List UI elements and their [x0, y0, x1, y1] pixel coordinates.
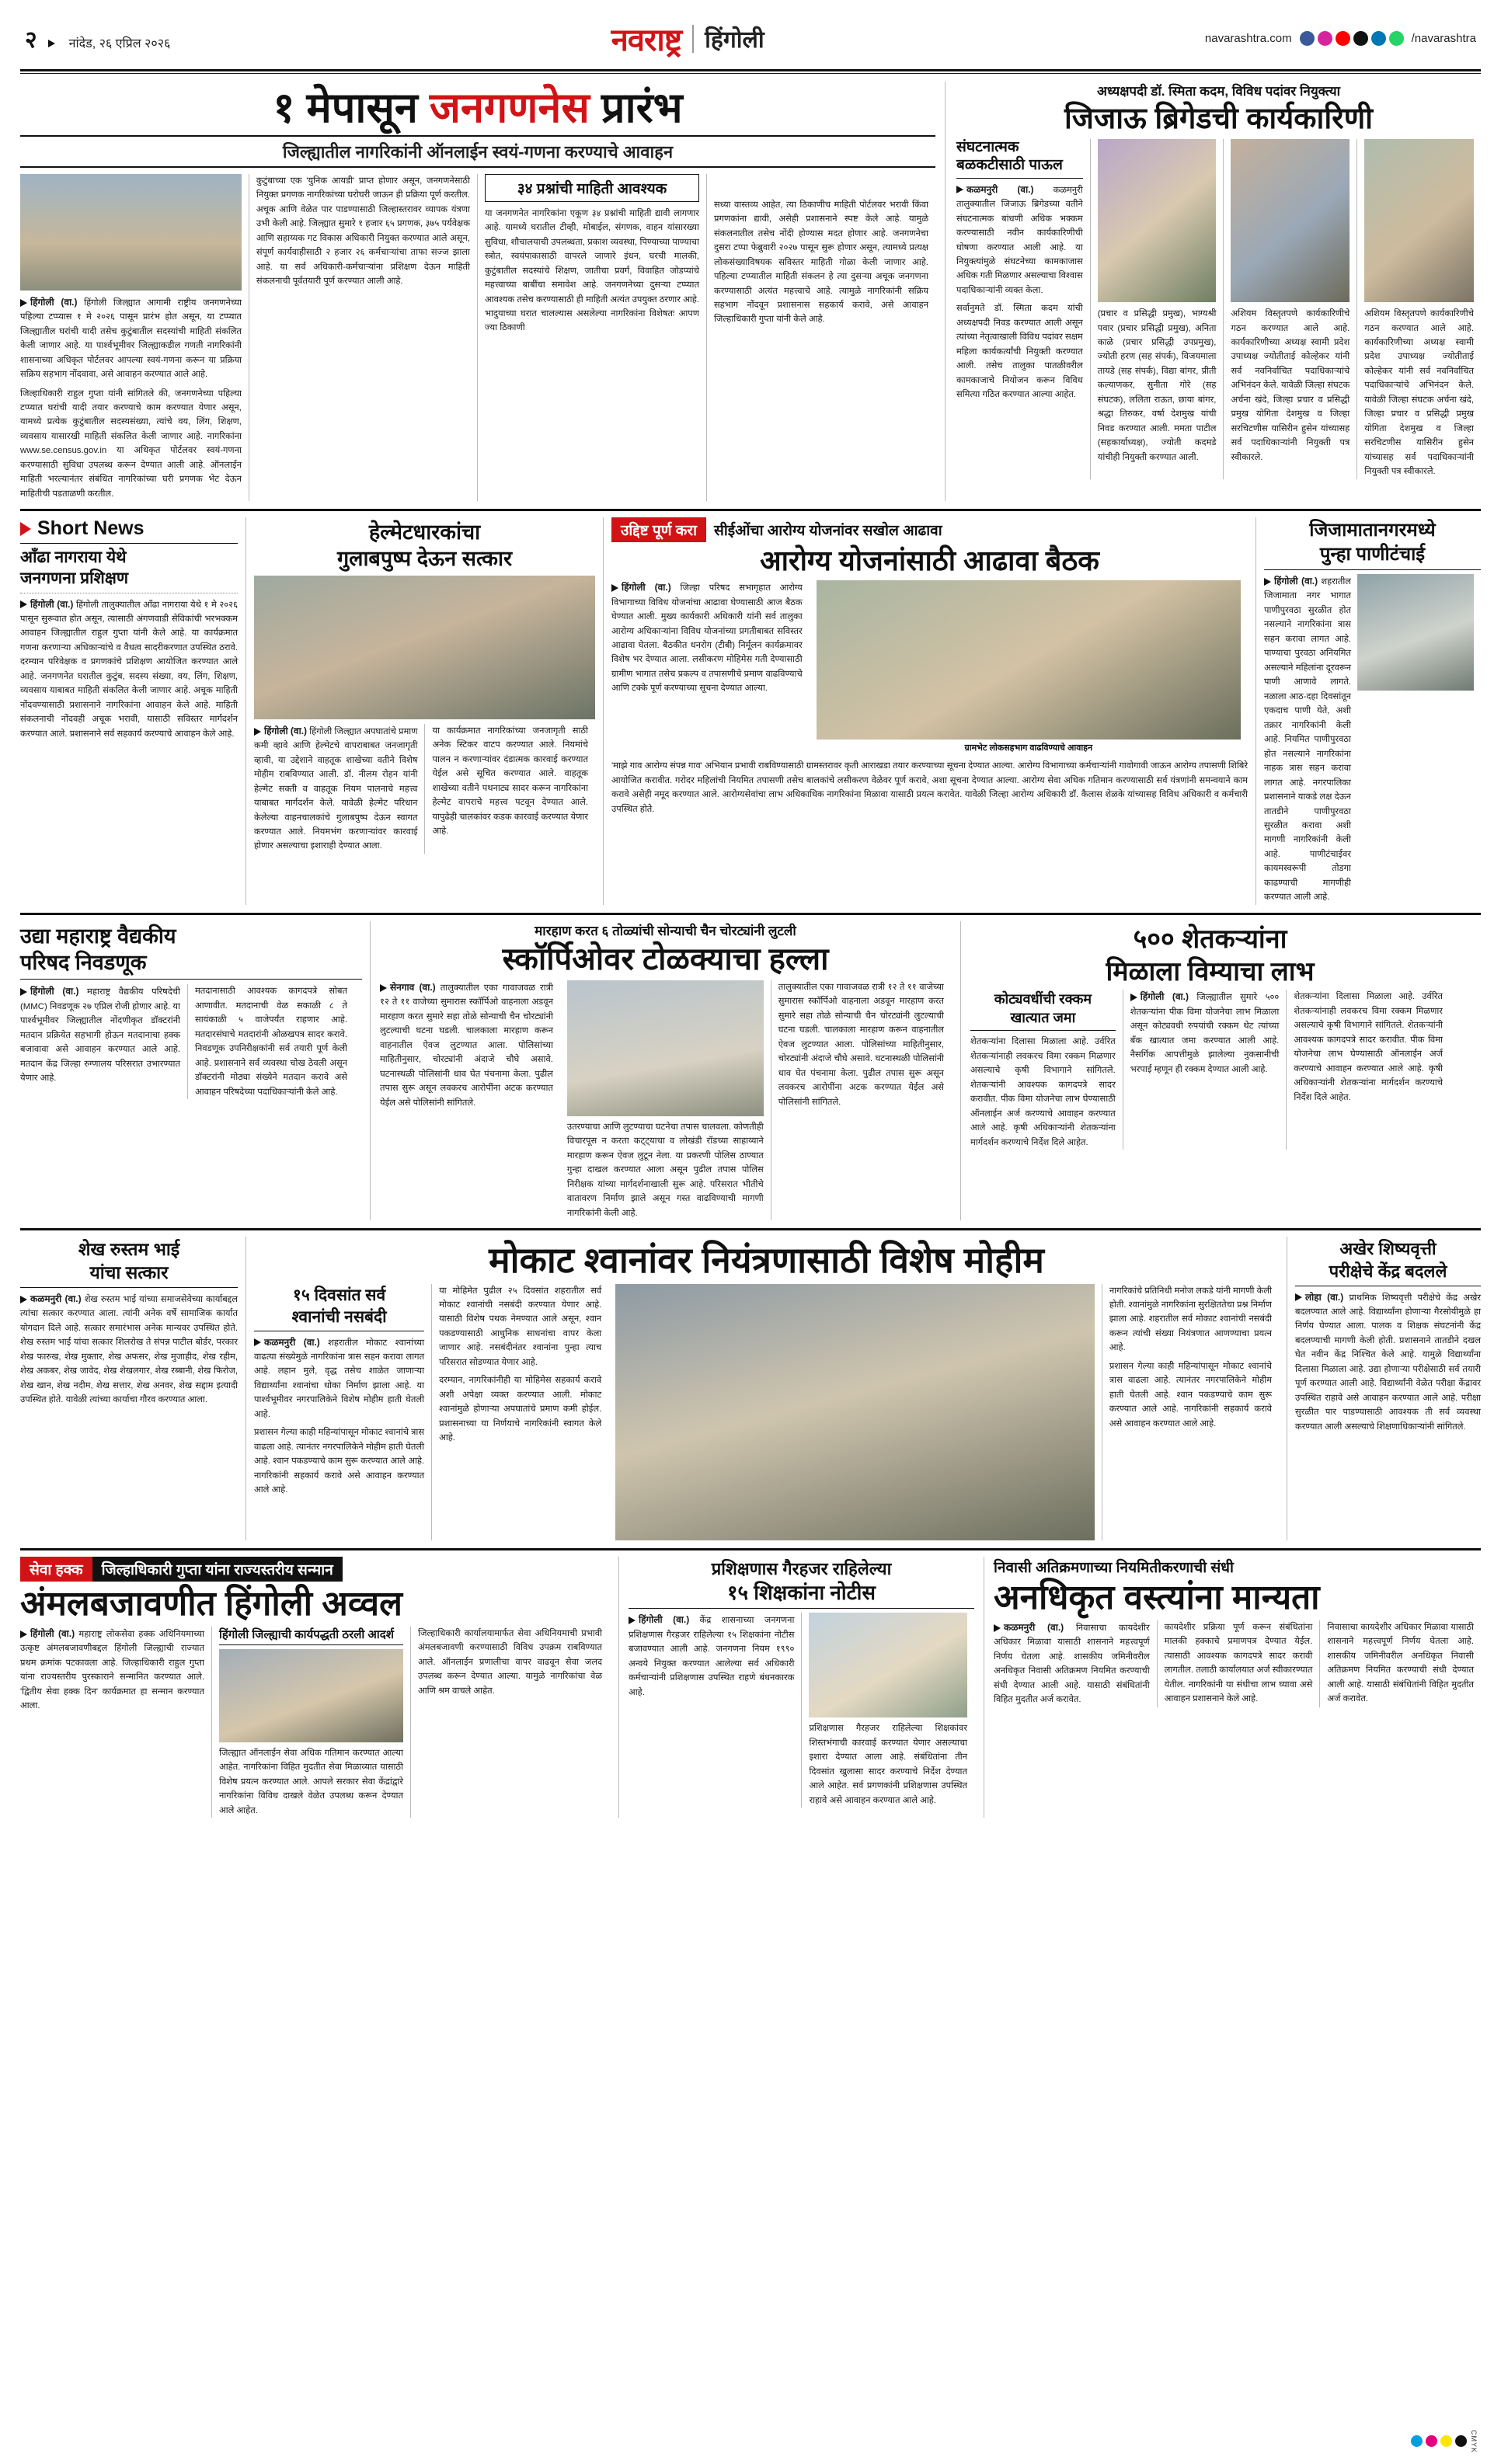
section-divider-1 — [20, 509, 1481, 511]
masthead-date: नांदेड, २६ एप्रिल २०२६ — [68, 37, 171, 50]
helmet-columns — [254, 724, 595, 854]
sheikh-text: शेख रुस्तम भाई यांच्या समाजसेवेच्या कार्याबद्दल त्यांचा सत्कार करण्यात आला. त्यांनी अनेक वर्षे सामाजिक कार्यात योगदान दिले आहे. सत्कार समारंभास अनेक मान्यवर उपस्थित होते. शेख रुस्तम भाई यांचा सत्कार शिलरोख ते संपन्न पाटील बोर्डर, परकार शेख फारुख, शेख मुक्तार, शेख अफसर, शेख मुजाहीद, शेख रहीम, शेख अकबर, शेख जावेद, शेख शेखलगार, शेख रब्बानी, शेख फिरोज, शेख खान, शेख नदीम, शेख सत्तार, शेख अनवर, शेख सद्दाम इत्यादी उपस्थित होते. यावेळी त्यांच्या कार्याचा गौरव करण्यात आला. — [20, 1294, 238, 1405]
dogs-col-4 — [1102, 1284, 1279, 1540]
health-story — [603, 517, 1255, 905]
health-bottom-text: 'माझे गाव आरोग्य संपन्न गाव' अभियान प्रभावी राबविण्यासाठी ग्रामस्तरावर कृती आराखडा तयार करण्याच्या सूचना देण्यात आल्या. आरोग्य विभागाच्या कर्मचाऱ्यांनी गावोगावी जाऊन आरोग्य तपासणी शिबिरे आयोजित करावीत. गरोदर महिलांची नियमित तपासणी तसेच बालकांचे लसीकरण वेळेवर पूर्ण करावे, अशा सूचना देण्यात आल्या. आरोग्य सेवा अधिक गतिमान करण्यासाठी सर्व यंत्रणांनी समन्वयाने काम करावे असेही नमूद करण्यात आले. आरोग्यसेवांचा लाभ अधिकाधिक नागरिकांना मिळावा यासाठी प्रयत्न करावेत. यावेळी जिल्हा आरोग्य अधिकारी डॉ. कैलास शेळके यांच्यासह विविध अधिकारी व कर्मचारी उपस्थित होते. — [611, 761, 1248, 814]
jijau-col1-para1 — [956, 183, 1083, 298]
brand-divider — [692, 25, 694, 53]
jijau-subhead1: संघटनात्मक — [956, 139, 1019, 156]
fourth-block — [20, 1237, 1481, 1540]
top-block — [20, 82, 1481, 501]
farmers-col-1 — [970, 990, 1123, 1150]
medical-headline-2: परिषद निवडणूक — [20, 951, 147, 975]
second-block — [20, 517, 1481, 905]
magenta-dot — [1426, 2435, 1437, 2447]
farmers-columns — [970, 990, 1450, 1150]
lead-story — [20, 82, 945, 501]
shortnews-headline-1: आँढा नागराया येथे — [20, 548, 127, 567]
yellow-dot — [1440, 2435, 1452, 2447]
water-col-1 — [1264, 574, 1357, 905]
jijau-photo — [1098, 139, 1217, 302]
byline-triangle-icon — [611, 584, 618, 592]
dogs-photo — [615, 1284, 1095, 1540]
dogs-photo-col — [608, 1284, 1102, 1540]
sheikh-byline: कळमनुरी (वा.) — [20, 1293, 82, 1304]
service-story — [20, 1557, 618, 1818]
medical-byline: हिंगोली (वा.) — [20, 986, 78, 997]
jijau-col2-text: (प्रचार व प्रसिद्धी प्रमुख), भाग्यश्री पवार (प्रचार प्रसिद्धी प्रमुख), अनिता काळे (प्रचार प्रसिद्धी उपप्रमुख), ज्योती हरण (सह संपर्क), विजयमाला तायडे (सह संपर्क), विद्या बांगर, प्रीती कल्याणकर, सुनीता गोरे (सह संघटक), ललिता राऊत, छाया बांगर, श्रद्धा तिरुकर, वर्षा देशमुख यांची निवड करण्यात आली. ममता पाटील (सहकार्याध्यक्ष), ज्योती कदमडे यांचीही नियुक्ती करण्यात आली. — [1097, 309, 1217, 462]
jijau-columns — [956, 139, 1481, 479]
website-url[interactable]: navarashtra.com — [1204, 32, 1292, 45]
teachers-story — [618, 1557, 984, 1818]
farmers-col1-filler: शेतकऱ्यांना दिलासा मिळाला आहे. उर्वरित शेतकऱ्यांनाही लवकरच विमा रक्कम मिळणार असल्याचे कृषी विभागाने सांगितले. शेतकऱ्यांनी आवश्यक कागदपत्रे सादर करावीत. पीक विमा योजनेचा लाभ घेण्यासाठी ऑनलाईन अर्ज करण्याचे आवाहन करण्यात आले आहे. कृषी अधिकाऱ्यांनी शेतकऱ्यांना मार्गदर्शन करण्याचे निर्देश दिले आहेत. — [970, 1037, 1116, 1147]
medical-col1-text: महाराष्ट्र वैद्यकीय परिषदेची (MMC) निवडणूक २७ एप्रिल रोजी होणार आहे. या पार्श्वभूमीवर जिल्ह्यातील नोंदणीकृत डॉक्टरांनी मतदान प्रक्रियेत सहभागी होऊन मतदानाचा हक्क बजावावा असे आवाहन करण्यात आले आहे. मतदान केंद्र जिल्हा रुग्णालय परिसरात उभारण्यात येणार आहे. — [20, 987, 180, 1084]
byline-triangle-icon — [20, 1296, 27, 1303]
unauthorized-headline: अनधिकृत वस्त्यांना मान्यता — [994, 1578, 1320, 1617]
section-divider-4 — [20, 1548, 1481, 1550]
jijau-col4-text: अशियम विस्तृतपणे कार्यकारिणीचे गठन करण्यात आले आहे. कार्यकारिणीच्या अध्यक्ष स्वामी प्रदेश उपाध्यक्ष ज्योतीताई कोल्हेकर यांनी सर्व नवनिर्वाचित पदाधिकाऱ्यांचे अभिनंदन केले. यावेळी जिल्हा संघटक अर्चना खंदे, जिल्हा प्रचार व प्रसिद्धी प्रमुख योगिता देशमुख व जिल्हा सरचिटणीस यासिरीन हुसेन यांच्यासह सर्व पदाधिकाऱ्यांनी नियुक्ती पत्र स्वीकारले. — [1364, 309, 1474, 477]
dogs-columns — [254, 1284, 1279, 1540]
medical-col-1 — [20, 984, 187, 1099]
robbery-columns — [380, 980, 951, 1220]
teachers-columns — [629, 1613, 974, 1808]
black-dot — [1455, 2435, 1467, 2447]
teachers-col-2 — [801, 1613, 974, 1808]
masthead — [20, 14, 1481, 68]
dogs-col-1 — [254, 1284, 431, 1540]
cmyk-label: CMYK — [1470, 2429, 1478, 2453]
water-headline-1: जिजामातानगरमध्ये — [1309, 520, 1436, 541]
page-number: २ — [25, 27, 37, 53]
lead-col-2 — [249, 174, 477, 502]
lead-headline-part3: प्रारंभ — [589, 85, 683, 131]
teachers-byline: हिंगोली (वा.) — [629, 1614, 689, 1625]
farmers-col3-text: शेतकऱ्यांना दिलासा मिळाला आहे. उर्वरित शेतकऱ्यांनाही लवकरच विमा रक्कम मिळणार असल्याचे कृषी विभागाने सांगितले. शेतकऱ्यांनी आवश्यक कागदपत्रे सादर करावीत. पीक विमा योजनेचा लाभ घेण्यासाठी ऑनलाईन अर्ज करण्याचे आवाहन करण्यात आले आहे. कृषी अधिकाऱ्यांनी शेतकऱ्यांना मार्गदर्शन करण्याचे निर्देश दिले आहेत. — [1294, 992, 1443, 1102]
robbery-col1-text: तालुक्यातील एका गावाजवळ रात्री १२ ते ११ वाजेच्या सुमारास स्कॉर्पिओ वाहनाला अडवून मारहाण करत सुमारे सहा तोळे सोन्याची चैन चोरट्यांनी लुटल्याची घटना घडली. चालकाला मारहाण करून वाहनातील ऐवज लुटण्यात आला. पोलिसांच्या माहितीनुसार, चोरट्यांनी अंदाजे चौघे असावे. घटनास्थळी पोलिसांनी धाव घेत पंचनामा केला. पुढील तपास सुरू असून लवकरच आरोपींना अटक करण्यात येईल असे पोलिसांनी सांगितले. — [380, 983, 553, 1108]
health-kicker: सीईओंचा आरोग्य योजनांवर सखोल आढावा — [714, 523, 942, 540]
health-photo-col — [810, 580, 1248, 756]
jijau-col3-text: अशियम विस्तृतपणे कार्यकारिणीचे गठन करण्यात आले आहे. कार्यकारिणीच्या अध्यक्ष स्वामी प्रदेश उपाध्यक्ष ज्योतीताई कोल्हेकर यांनी सर्व नवनिर्वाचित पदाधिकाऱ्यांचे अभिनंदन केले. यावेळी जिल्हा संघटक अर्चना खंदे, जिल्हा प्रचार व प्रसिद्धी प्रमुख योगिता देशमुख व जिल्हा सरचिटणीस यासिरीन हुसेन यांच्यासह सर्व पदाधिकाऱ्यांनी नियुक्ती पत्र स्वीकारले. — [1231, 309, 1350, 462]
medical-columns — [20, 984, 362, 1099]
byline-triangle-icon — [20, 1630, 27, 1638]
service-tag-sub: जिल्हाधिकारी गुप्ता यांना राज्यस्तरीय सन्मान — [92, 1557, 343, 1582]
health-tag: उद्दिष्ट पूर्ण करा — [611, 517, 706, 542]
robbery-col2-text: उतरण्याचा आणि लुटण्याचा घटनेचा तपास चालवला. कोणतीही विचारपूस न करता कट्ट्याचा व लोखंडी रॉडच्या साहाय्याने मारहाण करून ऐवज लुटून नेला. या प्रकरणी पोलिस ठाण्यात गुन्हा दाखल करण्यात आला असून पुढील तपास पोलिस निरीक्षक यांच्या मार्गदर्शनाखाली सुरू आहे. परिसरात भीतीचे वातावरण निर्माण झाले असून गस्त वाढविण्याची मागणी नागरिकांनी केली आहे. — [566, 1122, 764, 1218]
service-tag: सेवा हक्क — [20, 1557, 92, 1582]
medical-col-2 — [187, 984, 354, 1099]
health-byline: हिंगोली (वा.) — [611, 582, 671, 593]
farmers-subhead2: खात्यात जमा — [1010, 1010, 1076, 1026]
lead-headline — [20, 86, 935, 131]
exam-byline: लोहा (वा.) — [1295, 1292, 1343, 1303]
unauthorized-byline: कळमनुरी (वा.) — [994, 1622, 1064, 1633]
farmers-col2-text: जिल्ह्यातील सुमारे ५०० शेतकऱ्यांना पीक विमा योजनेचा लाभ मिळाला असून कोट्यवधी रुपयांची रक्कम थेट त्यांच्या बँक खात्यात जमा करण्यात आली आहे. नैसर्गिक आपत्तीमुळे झालेल्या नुकसानीची भरपाई म्हणून ही रक्कम देण्यात आली आहे. — [1130, 993, 1280, 1074]
service-col-3 — [410, 1627, 609, 1818]
masthead-rule — [20, 69, 1481, 71]
medical-col2-text: मतदानासाठी आवश्यक कागदपत्रे सोबत आणावीत. मतदानाची वेळ सकाळी ८ ते सायंकाळी ५ वाजेपर्यंत राहणार आहे. मतदारसंघाचे मतदारांनी ओळखपत्र सादर करावे. निवडणूक उपनिरीक्षकांनी सर्व तयारी पूर्ण केली आहे. प्रशासनाने सर्व व्यवस्था चोख ठेवली असून डॉक्टरांनी मोठ्या संख्येने मतदान करावे असे आवाहन परिषदेच्या पदाधिकाऱ्यांनी केले आहे. — [195, 987, 347, 1097]
section-divider-2 — [20, 913, 1481, 915]
jijau-col1-text: कळमनुरी तालुक्यातील जिजाऊ ब्रिगेडच्या वतीने संघटनात्मक बांधणी अधिक भक्कम करण्यासाठी नवीन कार्यकारिणीची घोषणा करण्यात आली आहे. या नियुक्त्यांमुळे संघटनेच्या कामकाजास अधिक गती मिळणार असल्याचा विश्वास पदाधिकाऱ्यांनी व्यक्त केला. — [956, 185, 1083, 295]
service-col-2 — [211, 1627, 410, 1818]
helmet-headline-1: हेल्मेटधारकांचा — [368, 520, 481, 545]
robbery-story — [370, 921, 960, 1220]
robbery-col-3 — [771, 980, 951, 1220]
byline-triangle-icon — [1295, 1293, 1302, 1301]
robbery-col3-text: तालुक्यातील एका गावाजवळ रात्री १२ ते ११ वाजेच्या सुमारास स्कॉर्पिओ वाहनाला अडवून मारहाण करत सुमारे सहा तोळे सोन्याची चैन चोरट्यांनी लुटल्याची घटना घडली. चालकाला मारहाण करून वाहनातील ऐवज लुटण्यात आला. पोलिसांच्या माहितीनुसार, चोरट्यांनी अंदाजे चौघे असावे. घटनास्थळी पोलिसांनी धाव घेत पंचनामा केला. पुढील तपास सुरू असून लवकरच आरोपींना अटक करण्यात येईल असे पोलिसांनी सांगितले. — [778, 982, 944, 1107]
helmet-col2-text: या कार्यक्रमात नागरिकांच्या जनजागृती साठी अनेक स्टिकर वाटप करण्यात आले. नियमांचे पालन न करणाऱ्यांवर दंडात्मक कारवाई करण्यात येईल असे सूचित करण्यात आले. वाहतूक शाखेच्या वतीने पथनाट्य सादर करून नागरिकांना हेल्मेट वापराचे महत्त्व पटवून देण्यात आले. यापुढेही चालकांवर कडक कारवाई करण्यात येणार आहे. — [432, 726, 588, 836]
byline-triangle-icon — [20, 600, 27, 608]
jijau-col-3 — [1223, 139, 1356, 479]
helmet-col-2 — [424, 724, 595, 854]
dogs-col4-text: नागरिकांचे प्रतिनिधी मनोज लकडे यांनी मागणी केली होती. श्वानांमुळे नागरिकांना सुरक्षिततेचा प्रश्न निर्माण झाला आहे. शहरातील सर्व मोकाट श्वानांची नसबंदी करून त्यांची संख्या नियंत्रणात आणण्याचा प्रयत्न आहे. — [1109, 1286, 1273, 1353]
service-columns — [20, 1627, 609, 1818]
jijau-kicker: अध्यक्षपदी डॉ. स्मिता कदम, विविध पदांवर नियुक्त्या — [1097, 84, 1340, 99]
dogs-byline: कळमनुरी (वा.) — [254, 1337, 320, 1348]
health-photo — [817, 580, 1241, 740]
sheikh-headline-2: यांचा सत्कार — [89, 1262, 169, 1282]
shortnews-text: हिंगोली तालुक्यातील आँढा नागराया येथे १ मे २०२६ पासून सुरूवात होत असून, त्यासाठी अंगणवाडी सेविकांची भरभक्कम आवाहन जिल्ह्यातील राहुल गुप्ता यांनी केले आहे. या कार्यक्रमात गणना करणाऱ्या अधिकाऱ्यांचे व वैधत्व सादरीकरणात उपस्थित ठरावे. दरम्यान परिवेक्षक व प्रगणकांचे प्रशिक्षण आयोजित करण्यात आले आहे. जनगणनेत घरातील कुटुंब, सदस्य संख्या, वय, लिंग, शिक्षण, व्यवसाय याबाबत माहिती संकलित केली जाणार आहे. अचूक माहिती नोंदवण्यासाठी प्रशासनाने नागरिकांना आवाहन केले आहे. माहिती संकलनाची नोंदवही अचूक भरावी, यासाठी सविस्तर मार्गदर्शन करण्यात आले. प्रशासनाने सर्व सहकार्य करण्याचे आवाहन केले आहे. — [20, 600, 239, 739]
dogs-col4b-text: प्रशासन गेल्या काही महिन्यांपासून मोकाट श्वानांचे त्रास वाढला आहे. त्यानंतर नगरपालिकेने मोहीम हाती घेतली आहे. श्वान पकडण्याचे काम सुरू करण्यात आले आहे. नागरिकांनी सहकार्य करावे असे आवाहन करण्यात आले आहे. — [1109, 1361, 1273, 1429]
shortnews-flag — [20, 517, 238, 540]
third-block — [20, 921, 1481, 1220]
lead-byline: हिंगोली (वा.) — [20, 297, 78, 308]
service-photo — [219, 1649, 403, 1742]
unauthorized-story — [984, 1557, 1481, 1818]
lead-headline-red: जनगणनेस — [429, 85, 590, 131]
jijau-subhead2: बळकटीसाठी पाऊल — [956, 156, 1063, 173]
sheikh-story — [20, 1237, 246, 1540]
lead-photo — [20, 174, 242, 291]
social-handle[interactable]: /navarashtra — [1411, 32, 1476, 45]
lead-subhead: जिल्ह्यातील नागरिकांनी ऑनलाईन स्वयं-गणना करण्याचे आवाहन — [282, 141, 674, 162]
helmet-col-1 — [254, 724, 424, 854]
health-col-1 — [611, 580, 810, 756]
cyan-dot — [1411, 2435, 1423, 2447]
farmers-subhead1: कोट्यवधींची रक्कम — [994, 991, 1092, 1008]
shortnews-headline-2: जनगणना प्रशिक्षण — [20, 569, 129, 588]
dogs-col1-text: शहरातील मोकाट श्वानांच्या वाढत्या संख्येमुळे नागरिकांना त्रास सहन करावा लागत आहे. लहान मुले, वृद्ध तसेच शाळेत जाणाऱ्या विद्यार्थ्यांना श्वानांचा धोका निर्माण झाला आहे. या पार्श्वभूमीवर नगरपालिकेने विशेष मोहीम हाती घेतली आहे. — [254, 1338, 425, 1419]
service-col-1 — [20, 1627, 211, 1818]
robbery-kicker: मारहाण करत ६ तोळ्यांची सोन्याची चैन चोरट्यांनी लुटली — [535, 923, 796, 938]
service-col1-text: महाराष्ट्र लोकसेवा हक्क अधिनियमाच्या उत्कृष्ट अंमलबजावणीबद्दल हिंगोली जिल्ह्याची राज्यात प्रथम क्रमांक पटकावला आहे. जिल्हाधिकारी राहुल गुप्ता यांना राज्यस्तरीय पुरस्काराने सन्मानित करण्यात आले. 'द्वितीय सेवा हक्क दिन' कार्यक्रमात हा सन्मान करण्यात आला. — [20, 1629, 205, 1711]
health-columns — [611, 580, 1248, 756]
dogs-col-2 — [431, 1284, 608, 1540]
medical-headline-1: उद्या महाराष्ट्र वैद्यकीय — [20, 924, 176, 948]
jijau-col-4 — [1356, 139, 1481, 479]
dogs-col2b-text: दरम्यान, नागरिकांनीही या मोहिमेस सहकार्य करावे अशी अपेक्षा व्यक्त करण्यात आली. मोकाट श्वानांमुळे होणाऱ्या अपघातांचे प्रमाण कमी होईल. प्रशासनाच्या या निर्णयाचे नागरिकांनी स्वागत केले आहे. — [439, 1376, 602, 1443]
service-headline: अंमलबजावणीत हिंगोली अव्वल — [20, 1584, 402, 1623]
unauthorized-col-3 — [1319, 1620, 1481, 1707]
instagram-icon[interactable] — [1318, 31, 1332, 46]
service-subhead: हिंगोली जिल्ह्याची कार्यपद्धती ठरली आदर्श — [219, 1627, 403, 1645]
health-col1-text: जिल्हा परिषद सभागृहात आरोग्य विभागाच्या विविध योजनांचा आढावा घेण्यासाठी आज बैठक घेण्यात आली. मुख्य कार्यकारी अधिकारी यांनी सर्व तालुका आरोग्य अधिकाऱ्यांना विविध योजनांच्या प्रगतीबाबत सविस्तर आढावा घेतला. बैठकीत धनरोग (टीबी) निर्मूलन कार्यक्रमावर विशेष भर देण्यात आला. लसीकरण मोहिमेस गती देण्यासाठी ग्रामीण भागात तसेच प्रकल्प व तपासणीचे प्रमाण वाढविण्याचे आणि टक्के पूर्ण करण्याच्या सूचना देण्यात आल्या. — [611, 583, 803, 694]
lead-col2-text: कुटुंबाच्या एक 'युनिक आयडी' प्राप्त होणार असून, जनगणनेसाठी नियुक्त प्रगणक नागरिकांच्या घरोघरी जाऊन ही प्रक्रिया पूर्ण करतील. अचूक आणि वेळेत पार पाडण्यासाठी जिल्हास्तरावर व्यापक यंत्रणा उभी केली आहे. जिल्ह्यात सुमारे १ हजार ६५ प्रगणक, ३७५ पर्यवेक्षक आणि सहाय्यक गट विकास अधिकारी नियुक्त करण्यात आले असून, संपूर्ण कार्यवाहीसाठी २ हजार २६ कर्मचाऱ्यांचा ताफा सज्ज झाला आहे. या सर्व अधिकारी-कर्मचाऱ्यांना प्रशिक्षण देऊन माहिती संकलनाची पूर्वतयारी पूर्ण करण्यात आली आहे. — [256, 176, 470, 286]
jijau-col-2 — [1090, 139, 1224, 479]
dogs-col2-text: या मोहिमेत पुढील २५ दिवसांत शहरातील सर्व मोकाट श्वानांची नसबंदी करण्यात येणार आहे. यासाठी विशेष पथक नेमण्यात आले असून, श्वान पकडण्यासाठी आधुनिक साधनांचा वापर केला जाणार आहे. नसबंदीनंतर श्वानांना पुन्हा त्याच परिसरात सोडण्यात येणार आहे. — [439, 1286, 602, 1367]
lead-col-3 — [477, 174, 706, 502]
dogs-headline: मोकाट श्वानांवर नियंत्रणासाठी विशेष मोहीम — [489, 1240, 1044, 1281]
farmers-story — [960, 921, 1450, 1220]
farmers-byline: हिंगोली (वा.) — [1130, 991, 1189, 1002]
dogs-story — [246, 1237, 1287, 1540]
farmers-col-2 — [1123, 990, 1287, 1150]
byline-triangle-icon — [956, 186, 963, 193]
whatsapp-icon[interactable] — [1389, 31, 1404, 46]
shortnews-byline: हिंगोली (वा.) — [20, 599, 73, 610]
masthead-left — [25, 23, 170, 54]
water-photo — [1357, 574, 1474, 691]
service-byline: हिंगोली (वा.) — [20, 1628, 75, 1639]
helmet-photo — [254, 576, 595, 719]
water-byline: हिंगोली (वा.) — [1264, 576, 1318, 586]
byline-triangle-icon — [1130, 994, 1137, 1001]
robbery-headline: स्कॉर्पिओवर टोळक्याचा हल्ला — [502, 941, 829, 976]
exam-text: प्राथमिक शिष्यवृत्ती परीक्षेचे केंद्र अखेर बदलण्यात आले आहे. विद्यार्थ्यांना होणाऱ्या गैरसोयीमुळे हा निर्णय घेण्यात आला. पालक व शिक्षक संघटनांनी केंद्र बदलण्याची मागणी केली होती. प्रशासनाने तातडीने दखल घेत नवीन केंद्र निश्चित केले आहे. यामुळे विद्यार्थ्यांना दिलासा मिळाला आहे. उद्या होणाऱ्या परीक्षेसाठी सर्व तयारी पूर्ण करण्यात आली आहे. विद्यार्थ्यांनी वेळेत परीक्षा केंद्रावर उपस्थित राहावे असे आवाहन करण्यात आले आहे. परीक्षा सुरळीत पार पाडण्यासाठी आवश्यक ती सर्व व्यवस्था करण्यात आली असल्याचे शिक्षणाधिकाऱ्यांनी सांगितले. — [1295, 1293, 1481, 1432]
dogs-subhead-2: श्वानांची नसबंदी — [291, 1307, 387, 1326]
lead-infobox-head: ३४ प्रश्नांची माहिती आवश्यक — [485, 174, 699, 202]
jijau-story — [945, 82, 1481, 501]
teachers-col1-text: केंद्र शासनाच्या जनगणना प्रशिक्षणास गैरहजर राहिलेल्या १५ शिक्षकांना नोटीस बजावण्यात आली आहे. जनगणना नियम १९९० अन्वये नियुक्त करण्यात आलेल्या सर्व अधिकारी कर्मचाऱ्यांनी प्रशिक्षणास उपस्थित राहणे बंधनकारक आहे. — [629, 1616, 795, 1697]
linkedin-icon[interactable] — [1371, 31, 1386, 46]
water-text: शहरातील जिजामाता नगर भागात पाणीपुरवठा सुरळीत होत नसल्याने नागरिकांना त्रास सहन करावा लागत आहे. पाण्याचा पुरवठा अनियमित असल्याने महिलांना दूरवरून पाणी आणावे लागते. नळाला आठ-दहा दिवसांतून एकदाच पाणी येते, अशी तक्रार नागरिकांनी केली आहे. नियमित पाणीपुरवठा होत नसल्याने नागरिकांना नाहक त्रास सहन करावा लागत आहे. नगरपालिका प्रशासनाने याकडे लक्ष देऊन तातडीने पाणीपुरवठा सुरळीत करावा अशी मागणी नागरिकांनी केली आहे. पाणीटंचाईवर कायमस्वरूपी तोडगा काढण्याची मागणीही करण्यात आली आहे. — [1264, 577, 1351, 903]
shortnews-label: Short News — [37, 517, 145, 540]
byline-triangle-icon — [629, 1617, 636, 1624]
helmet-col1-text: हिंगोली जिल्ह्यात अपघातांचे प्रमाण कमी व्हावे आणि हेल्मेटचे वापराबाबत जनजागृती व्हावी, या उद्देशाने वाहतूक शाखेच्या वतीने विशेष मोहीम राबविण्यात आली. डॉ. नीलम रोहन यांनी हेल्मेट सक्ती व वाहतूक नियम पालनाचे महत्त्व याबाबत मार्गदर्शन केले. यावेळी हेल्मेट परिधान केलेल्या वाहनचालकांचे गुलाबपुष्प देऊन स्वागत करण्यात आले. नियमभंग करणाऱ्यांवर कारवाई होणार असल्याचा इशाराही देण्यात आला. — [254, 726, 418, 851]
unauthorized-col-1 — [994, 1620, 1157, 1707]
jijau-photo-2 — [1231, 139, 1350, 302]
byline-triangle-icon — [1264, 578, 1271, 586]
lead-headline-part1: १ मेपासून — [273, 85, 430, 131]
twitter-icon[interactable] — [1353, 31, 1368, 46]
cmyk-marks — [1411, 2430, 1478, 2453]
medical-story — [20, 921, 370, 1220]
helmet-headline-2: गुलाबपुष्प देऊन सत्कार — [336, 547, 513, 571]
service-col3-text: जिल्हाधिकारी कार्यालयामार्फत सेवा अधिनियमाची प्रभावी अंमलबजावणी करण्यासाठी विविध उपक्रम राबविण्यात आले. ऑनलाईन प्रणालीचा वापर वाढवून सेवा जलद उपलब्ध करून देण्यात आल्या. यामुळे नागरिकांचा वेळ आणि श्रम वाचले आहेत. — [418, 1628, 602, 1696]
unauthorized-col3-text: निवासाचा कायदेशीर अधिकार मिळावा यासाठी शासनाने महत्त्वपूर्ण निर्णय घेतला आहे. शासकीय जमिनीवरील अनधिकृत निवासी अतिक्रमण नियमित करण्याची संधी देण्यात आली आहे. यासाठी संबंधितांनी विहित मुदतीत अर्ज करावेत. — [1327, 1622, 1474, 1704]
exam-headline-1: अखेर शिष्यवृत्ती — [1339, 1239, 1437, 1259]
robbery-col-1 — [380, 980, 560, 1220]
teachers-col2-text: प्रशिक्षणास गैरहजर राहिलेल्या शिक्षकांवर शिस्तभंगाची कारवाई करण्यात येणार असल्याचा इशारा देण्यात आला आहे. संबंधितांना तीन दिवसांत खुलासा सादर करण्याचे निर्देश देण्यात आले आहेत. सर्व प्रगणकांनी प्रशिक्षणास उपस्थित राहावे असे आवाहन करण्यात आले आहे. — [809, 1724, 967, 1805]
byline-triangle-icon — [20, 988, 27, 996]
helmet-byline: हिंगोली (वा.) — [254, 726, 307, 736]
lead-col-1 — [20, 174, 249, 502]
teachers-photo — [809, 1613, 967, 1717]
section-divider-3 — [20, 1228, 1481, 1230]
dogs-col1b-text: प्रशासन गेल्या काही महिन्यांपासून मोकाट श्वानांचे त्रास वाढला आहे. त्यानंतर नगरपालिकेने मोहीम हाती घेतली आहे. श्वान पकडण्याचे काम सुरू करण्यात आले आहे. नागरिकांनी सहकार्य करावे असे आवाहन करण्यात आले आहे. — [254, 1428, 425, 1495]
sheikh-headline-1: शेख रुस्तम भाई — [78, 1239, 180, 1260]
robbery-photo — [567, 980, 764, 1116]
lead-col1-para1 — [20, 295, 242, 382]
brand-name: नवराष्ट्र — [611, 23, 682, 57]
edition-name: हिंगोली — [705, 27, 764, 53]
lead-col3-text: या जनगणनेत नागरिकांना एकूण ३४ प्रश्नांची माहिती द्यावी लागणार आहे. यामध्ये घरातील टीव्ही, मोबाईल, संगणक, वाहन यांसारख्या सुविधा, शौचालयाची उपलब्धता, प्रकाश व्यवस्था, पिण्याच्या पाण्याचा स्त्रोत, स्वयंपाकासाठी वापरले जाणारे इंधन, घरची मालकी, कुटुंबातील सदस्यांचे शिक्षण, जातीचा प्रवर्ग, विवाहित जोडप्यांचे महत्त्वाच्या बाबींचा समावेश आहे. जनगणनेच्या दुसऱ्या टप्प्यात आवश्यक तसेच करण्यासाठी ही माहिती अत्यंत उपयुक्त ठरणार आहे. भादुयाच्या घरात चालल्यास असलेल्या नागरिकांना विशेषतः आपण ज्या ठिकाणी — [484, 208, 699, 333]
dogs-subhead-1: १५ दिवसांत सर्व — [292, 1286, 386, 1304]
masthead-rule-2 — [20, 73, 1481, 74]
facebook-icon[interactable] — [1300, 31, 1315, 46]
unauthorized-col2-text: कायदेशीर प्रक्रिया पूर्ण करून संबंधितांना मालकी हक्काचे प्रमाणपत्र देण्यात येईल. त्यासाठी आवश्यक कागदपत्रे सादर करावी लागतील. तलाठी कार्यालयात अर्ज स्वीकारण्यात येतील. नागरिकांनी या संधीचा लाभ घ्यावा असे आवाहन प्रशासनाने केले आहे. — [1164, 1622, 1313, 1704]
social-icons[interactable] — [1300, 31, 1404, 46]
unauthorized-kicker: निवासी अतिक्रमणाच्या नियमितीकरणाची संधी — [994, 1559, 1234, 1576]
lead-col4-text: सध्या वास्तव्य आहेत, त्या ठिकाणीच माहिती पोर्टलवर भरावी किंवा प्रगणकांना द्यावी, असेही प्रशासनाने स्पष्ट केले आहे. यामुळे संकलनातील तसेच नोंदी होण्यास मदत होणार आहे. जनगणनेचा दुसरा टप्पा फेब्रुवारी २०२७ पासून सुरू होणार असून, त्यामध्ये प्रत्यक्ष लोकसंख्याविषयक सविस्तर माहिती गोळा केली जाणार आहे. पहिल्या टप्प्यातील माहिती संकलन हे त्या दुसऱ्या अचूक जनगणना करण्यासाठी अत्यंत महत्त्वाचे आहे. त्यामुळे नागरिकांनी सक्रिय सहभाग नोंदवून प्रशासनास सहकार्य करावे, असे आवाहन जिल्हाधिकारी गुप्ता यांनी केले आहे. — [713, 200, 928, 325]
jijau-headline: जिजाऊ ब्रिगेडची कार्यकारिणी — [1064, 103, 1374, 135]
water-story — [1255, 517, 1481, 905]
helmet-story — [246, 517, 603, 905]
masthead-right — [1205, 31, 1476, 46]
masthead-brand-block — [611, 17, 764, 60]
health-photo-caption: ग्रामभेट लोकसहभाग वाढविण्याचे आवाहन — [964, 743, 1093, 753]
byline-triangle-icon — [994, 1624, 1001, 1632]
service-col2-text: जिल्ह्यात ऑनलाईन सेवा अधिक गतिमान करण्यात आल्या आहेत. नागरिकांना विहित मुदतीत सेवा मिळाव्यात यासाठी विशेष प्रयत्न करण्यात आले. आपले सरकार सेवा केंद्रांद्वारे नागरिकांना विविध दाखले वेळेत उपलब्ध करून देण्यात आले आहेत. — [219, 1748, 403, 1815]
exam-story — [1287, 1237, 1481, 1540]
water-photo-col — [1357, 574, 1474, 905]
teachers-kicker-2: १५ शिक्षकांना नोटीस — [727, 1581, 876, 1605]
arrow-icon — [20, 522, 31, 536]
water-headline-2: पुन्हा पाणीटंचाई — [1319, 544, 1426, 566]
farmers-col-3 — [1286, 990, 1450, 1150]
jijau-photo-3 — [1364, 139, 1474, 302]
byline-triangle-icon — [380, 984, 387, 992]
lead-columns — [20, 174, 935, 502]
shortnews-story — [20, 517, 246, 905]
shortnews-body — [20, 597, 238, 742]
jijau-byline: कळमनुरी (वा.) — [956, 184, 1034, 195]
unauthorized-col-2 — [1157, 1620, 1320, 1707]
lead-col1-text: हिंगोली जिल्ह्यात आगामी राष्ट्रीय जनगणनेच्या पहिल्या टप्प्यास १ मे २०२६ पासून प्रारंभ होत असून, या टप्प्यात जिल्ह्यातील घरांची यादी तसेच कुटुंबातील सदस्यांची माहिती संकलित केली जाणार आहे. या पार्श्वभूमीवर जिल्ह्याकडील गणती नागरिकांनी शासनाच्या अधिकृत पोर्टलवर आपल्या स्वयं-गणना करून या प्रक्रिया सक्रिय सहभाग नोंदवावा, असे आवाहन करण्यात आले आहे. — [20, 298, 242, 380]
exam-headline-2: परीक्षेचे केंद्र बदलले — [1329, 1261, 1447, 1281]
unauthorized-columns — [994, 1620, 1481, 1707]
byline-triangle-icon — [20, 299, 27, 307]
youtube-icon[interactable] — [1336, 31, 1350, 46]
farmers-headline-1: ५०० शेतकऱ्यांना — [1133, 924, 1287, 954]
farmers-headline-2: मिळाला विम्याचा लाभ — [1106, 956, 1315, 987]
byline-triangle-icon — [254, 1338, 261, 1346]
bottom-block — [20, 1557, 1481, 1818]
health-headline: आरोग्य योजनांसाठी आढावा बैठक — [760, 545, 1099, 577]
water-inner — [1264, 574, 1481, 905]
lead-col1-para2: जिल्हाधिकारी राहुल गुप्ता यांनी सांगितले की, जनगणनेच्या पहिल्या टप्प्यात घरांची यादी तयार करण्याचे काम करण्यात येणार असून, यामध्ये प्रत्येक कुटुंबातील सदस्यसंख्या, त्यांचे वय, लिंग, शिक्षण, व्यवसाय यासारखी माहिती संकलित केली जाणार आहे. नागरिकांना www.se.census.gov.in या अधिकृत पोर्टलवर स्वयं-गणना करण्यासाठी सुविधा उपलब्ध करून देण्यात आली आहे. ऑनलाईन माहिती भरल्यानंतर संबंधित नागरिकांच्या घरी प्रगणक भेट देऊन माहितीची पडताळणी करतील. — [20, 388, 242, 499]
byline-triangle-icon — [254, 728, 261, 736]
teachers-kicker-1: प्रशिक्षणास गैरहजर राहिलेल्या — [711, 1558, 892, 1578]
lead-col-4 — [706, 174, 935, 502]
jijau-col-1 — [956, 139, 1090, 479]
jijau-col1-para2: सर्वानुमते डॉ. स्मिता कदम यांची अध्यक्षपदी निवड करण्यात आली असून त्यांच्या नेतृत्वाखाली विविध पदांवर सक्षम महिला कार्यकर्त्यांची नियुक्ती करण्यात आली. तसेच तालुका पातळीवरील कामकाजाचे नियोजन करून विविध समित्या गठित करण्यात आल्या आहेत. — [956, 304, 1083, 400]
triangle-icon — [48, 40, 55, 47]
robbery-byline: सेनगाव (वा.) — [380, 982, 436, 993]
teachers-col-1 — [629, 1613, 801, 1808]
unauthorized-col1-text: निवासाचा कायदेशीर अधिकार मिळावा यासाठी शासनाने महत्त्वपूर्ण निर्णय घेतला आहे. शासकीय जमिनीवरील अनधिकृत निवासी अतिक्रमण नियमित करण्याची संधी देण्यात आली आहे. यासाठी संबंधितांनी विहित मुदतीत अर्ज करावेत. — [994, 1623, 1150, 1705]
robbery-photo-col — [560, 980, 771, 1220]
